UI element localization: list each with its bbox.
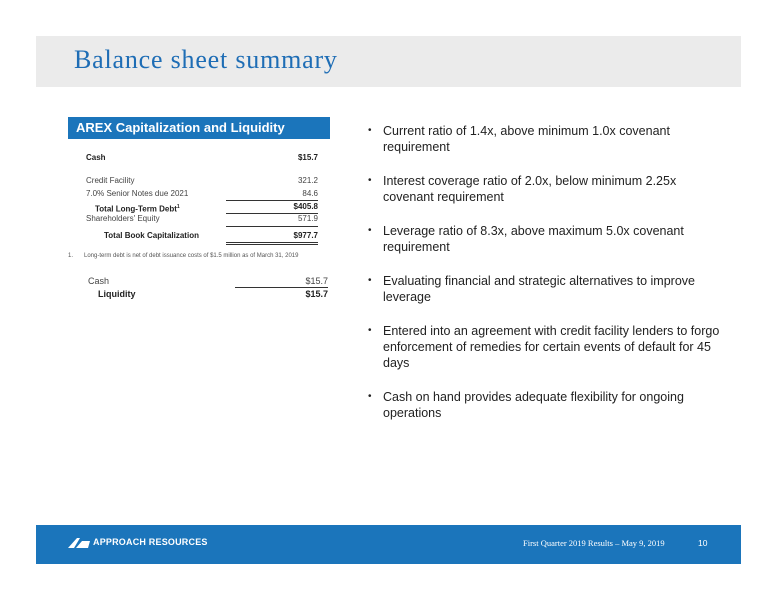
row-value: $405.8 <box>293 202 318 211</box>
bullet-icon: • <box>368 175 372 186</box>
row-label: 7.0% Senior Notes due 2021 <box>86 189 189 198</box>
row-label: Shareholders' Equity <box>86 214 160 223</box>
row-value: 84.6 <box>302 189 318 198</box>
brand-name: APPROACH RESOURCES <box>93 537 208 547</box>
footer-text: First Quarter 2019 Results – May 9, 2019 <box>523 538 665 548</box>
row-label: Liquidity <box>98 289 136 299</box>
row-value: $15.7 <box>305 276 328 286</box>
list-item: • Entered into an agreement with credit facility lenders to forgo enforcement of remedies for certain events of default for 45 days <box>368 324 720 370</box>
table-row-cash <box>88 275 328 287</box>
capitalization-heading: AREX Capitalization and Liquidity <box>68 117 330 139</box>
title-bar <box>36 36 741 87</box>
table-row-total-capitalization <box>86 230 318 242</box>
list-item: • Leverage ratio of 8.3x, above maximum 5.0x covenant requirement <box>368 224 684 254</box>
table-row-total-debt <box>86 201 318 213</box>
bullet-icon: • <box>368 391 372 402</box>
row-value: $977.7 <box>293 231 318 240</box>
list-item: • Current ratio of 1.4x, above minimum 1.0x covenant requirement <box>368 124 670 154</box>
row-label: Total Long-Term Debt$^1$ <box>95 204 180 214</box>
row-label: Total Book Capitalization <box>104 231 199 240</box>
row-label: Cash <box>88 276 110 286</box>
row-label: Credit Facility <box>86 176 135 185</box>
table-row-liquidity <box>88 288 328 300</box>
footnote <box>68 253 298 259</box>
table-row-equity <box>86 213 318 225</box>
page-number: 10 <box>698 538 708 548</box>
footnote-text: Long-term debt is net of debt issuance costs of $1.5 million as of March 31, 2019 <box>84 253 299 259</box>
table-row-credit-facility <box>86 175 318 187</box>
row-value: $15.7 <box>297 153 318 162</box>
bullet-icon: • <box>368 225 372 236</box>
row-label: Cash <box>86 153 106 162</box>
list-item: • Cash on hand provides adequate flexibility for ongoing operations <box>368 390 684 420</box>
bullet-icon: • <box>368 275 372 286</box>
bullet-icon: • <box>368 125 372 136</box>
table-row-cash <box>86 152 318 164</box>
footnote-marker: 1 <box>176 204 180 210</box>
bullet-list <box>368 123 728 439</box>
approach-logo-icon <box>68 538 90 548</box>
footnote-number: 1. <box>68 253 74 259</box>
table-row-senior-notes <box>86 188 318 200</box>
page-title: Balance sheet summary <box>74 45 338 74</box>
list-item: • Evaluating financial and strategic alternatives to improve leverage <box>368 274 695 304</box>
bullet-icon: • <box>368 325 372 336</box>
total-rule <box>226 226 318 227</box>
list-item: • Interest coverage ratio of 2.0x, below minimum 2.25x covenant requirement <box>368 174 677 204</box>
row-value: 571.9 <box>297 214 318 223</box>
grand-total-rule <box>226 242 318 245</box>
row-value: $15.7 <box>305 289 328 299</box>
footer-bar <box>36 525 741 564</box>
row-value: 321.2 <box>297 176 318 185</box>
